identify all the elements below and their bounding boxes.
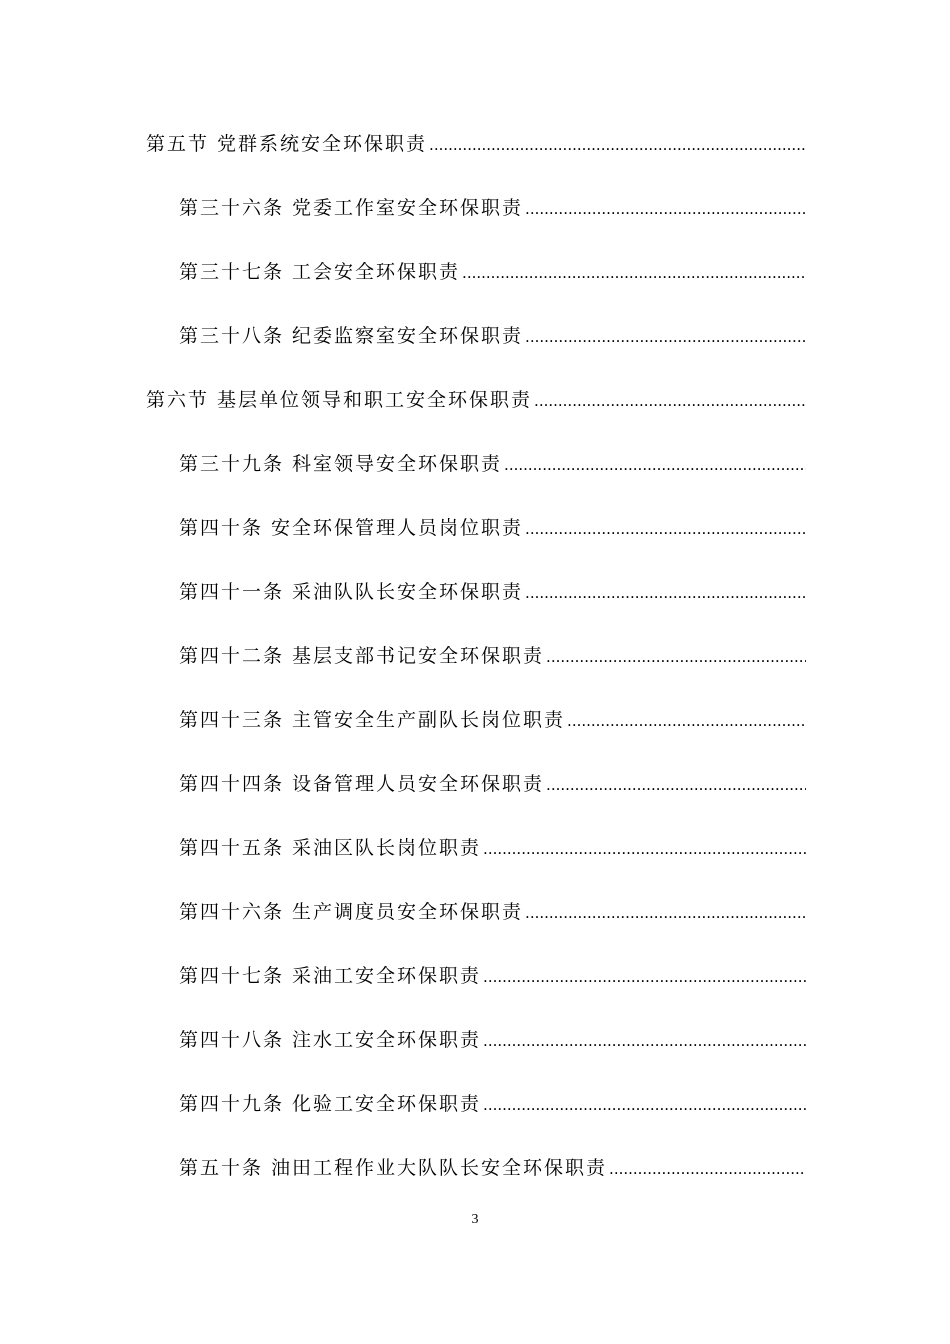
toc-entry-title: 第三十八条 纪委监察室安全环保职责: [179, 325, 524, 347]
toc-entry-title: 第六节 基层单位领导和职工安全环保职责: [146, 389, 533, 411]
toc-dot-leader: [546, 765, 806, 805]
toc-dot-leader: [483, 957, 806, 997]
toc-entry-title: 第三十七条 工会安全环保职责: [179, 261, 461, 283]
toc-dot-leader: [546, 637, 806, 677]
toc-article-entry: [146, 316, 806, 380]
page-number: 3: [471, 1212, 479, 1227]
toc-entry-title: 第四十三条 主管安全生产副队长岗位职责: [179, 709, 566, 731]
toc-article-entry: [146, 828, 806, 892]
toc-article-entry: [146, 892, 806, 956]
toc-section-entry: [146, 124, 806, 188]
toc-article-entry: [146, 572, 806, 636]
toc-article-entry: [146, 700, 806, 764]
toc-article-entry: [146, 508, 806, 572]
toc-dot-leader: [609, 1149, 806, 1189]
toc-dot-leader: [525, 509, 806, 549]
toc-dot-leader: [525, 573, 806, 613]
toc-dot-leader: [462, 253, 806, 293]
toc-article-entry: [146, 636, 806, 700]
toc-entry-title: 第四十六条 生产调度员安全环保职责: [179, 901, 524, 923]
toc-entry-title: 第四十四条 设备管理人员安全环保职责: [179, 773, 545, 795]
toc-entry-title: 第五十条 油田工程作业大队队长安全环保职责: [179, 1157, 608, 1179]
toc-entry-title: 第四十七条 采油工安全环保职责: [179, 965, 482, 987]
toc-article-entry: [146, 444, 806, 508]
toc-dot-leader: [483, 829, 806, 869]
toc-dot-leader: [567, 701, 806, 741]
toc-article-entry: [146, 764, 806, 828]
toc-article-entry: [146, 188, 806, 252]
toc-dot-leader: [525, 893, 806, 933]
toc-dot-leader: [525, 189, 806, 229]
toc-dot-leader: [429, 125, 806, 165]
toc-entry-title: 第四十九条 化验工安全环保职责: [179, 1093, 482, 1115]
toc-entry-title: 第四十二条 基层支部书记安全环保职责: [179, 645, 545, 667]
toc-article-entry: [146, 252, 806, 316]
toc-entry-title: 第三十九条 科室领导安全环保职责: [179, 453, 503, 475]
toc-entry-title: 第四十五条 采油区队长岗位职责: [179, 837, 482, 859]
toc-entry-title: 第三十六条 党委工作室安全环保职责: [179, 197, 524, 219]
toc-dot-leader: [525, 317, 806, 357]
toc-dot-leader: [483, 1021, 806, 1061]
toc-article-entry: [146, 1084, 806, 1148]
toc-entry-title: 第四十一条 采油队队长安全环保职责: [179, 581, 524, 603]
toc-entry-title: 第四十条 安全环保管理人员岗位职责: [179, 517, 524, 539]
toc-section-entry: [146, 380, 806, 444]
toc-dot-leader: [483, 1085, 806, 1125]
toc-dot-leader: [504, 445, 806, 485]
toc-entry-title: 第四十八条 注水工安全环保职责: [179, 1029, 482, 1051]
toc-article-entry: [146, 956, 806, 1020]
toc-article-entry: [146, 1148, 806, 1212]
toc-entry-title: 第五节 党群系统安全环保职责: [146, 133, 428, 155]
table-of-contents: [146, 124, 806, 1212]
toc-dot-leader: [534, 381, 806, 421]
toc-article-entry: [146, 1020, 806, 1084]
